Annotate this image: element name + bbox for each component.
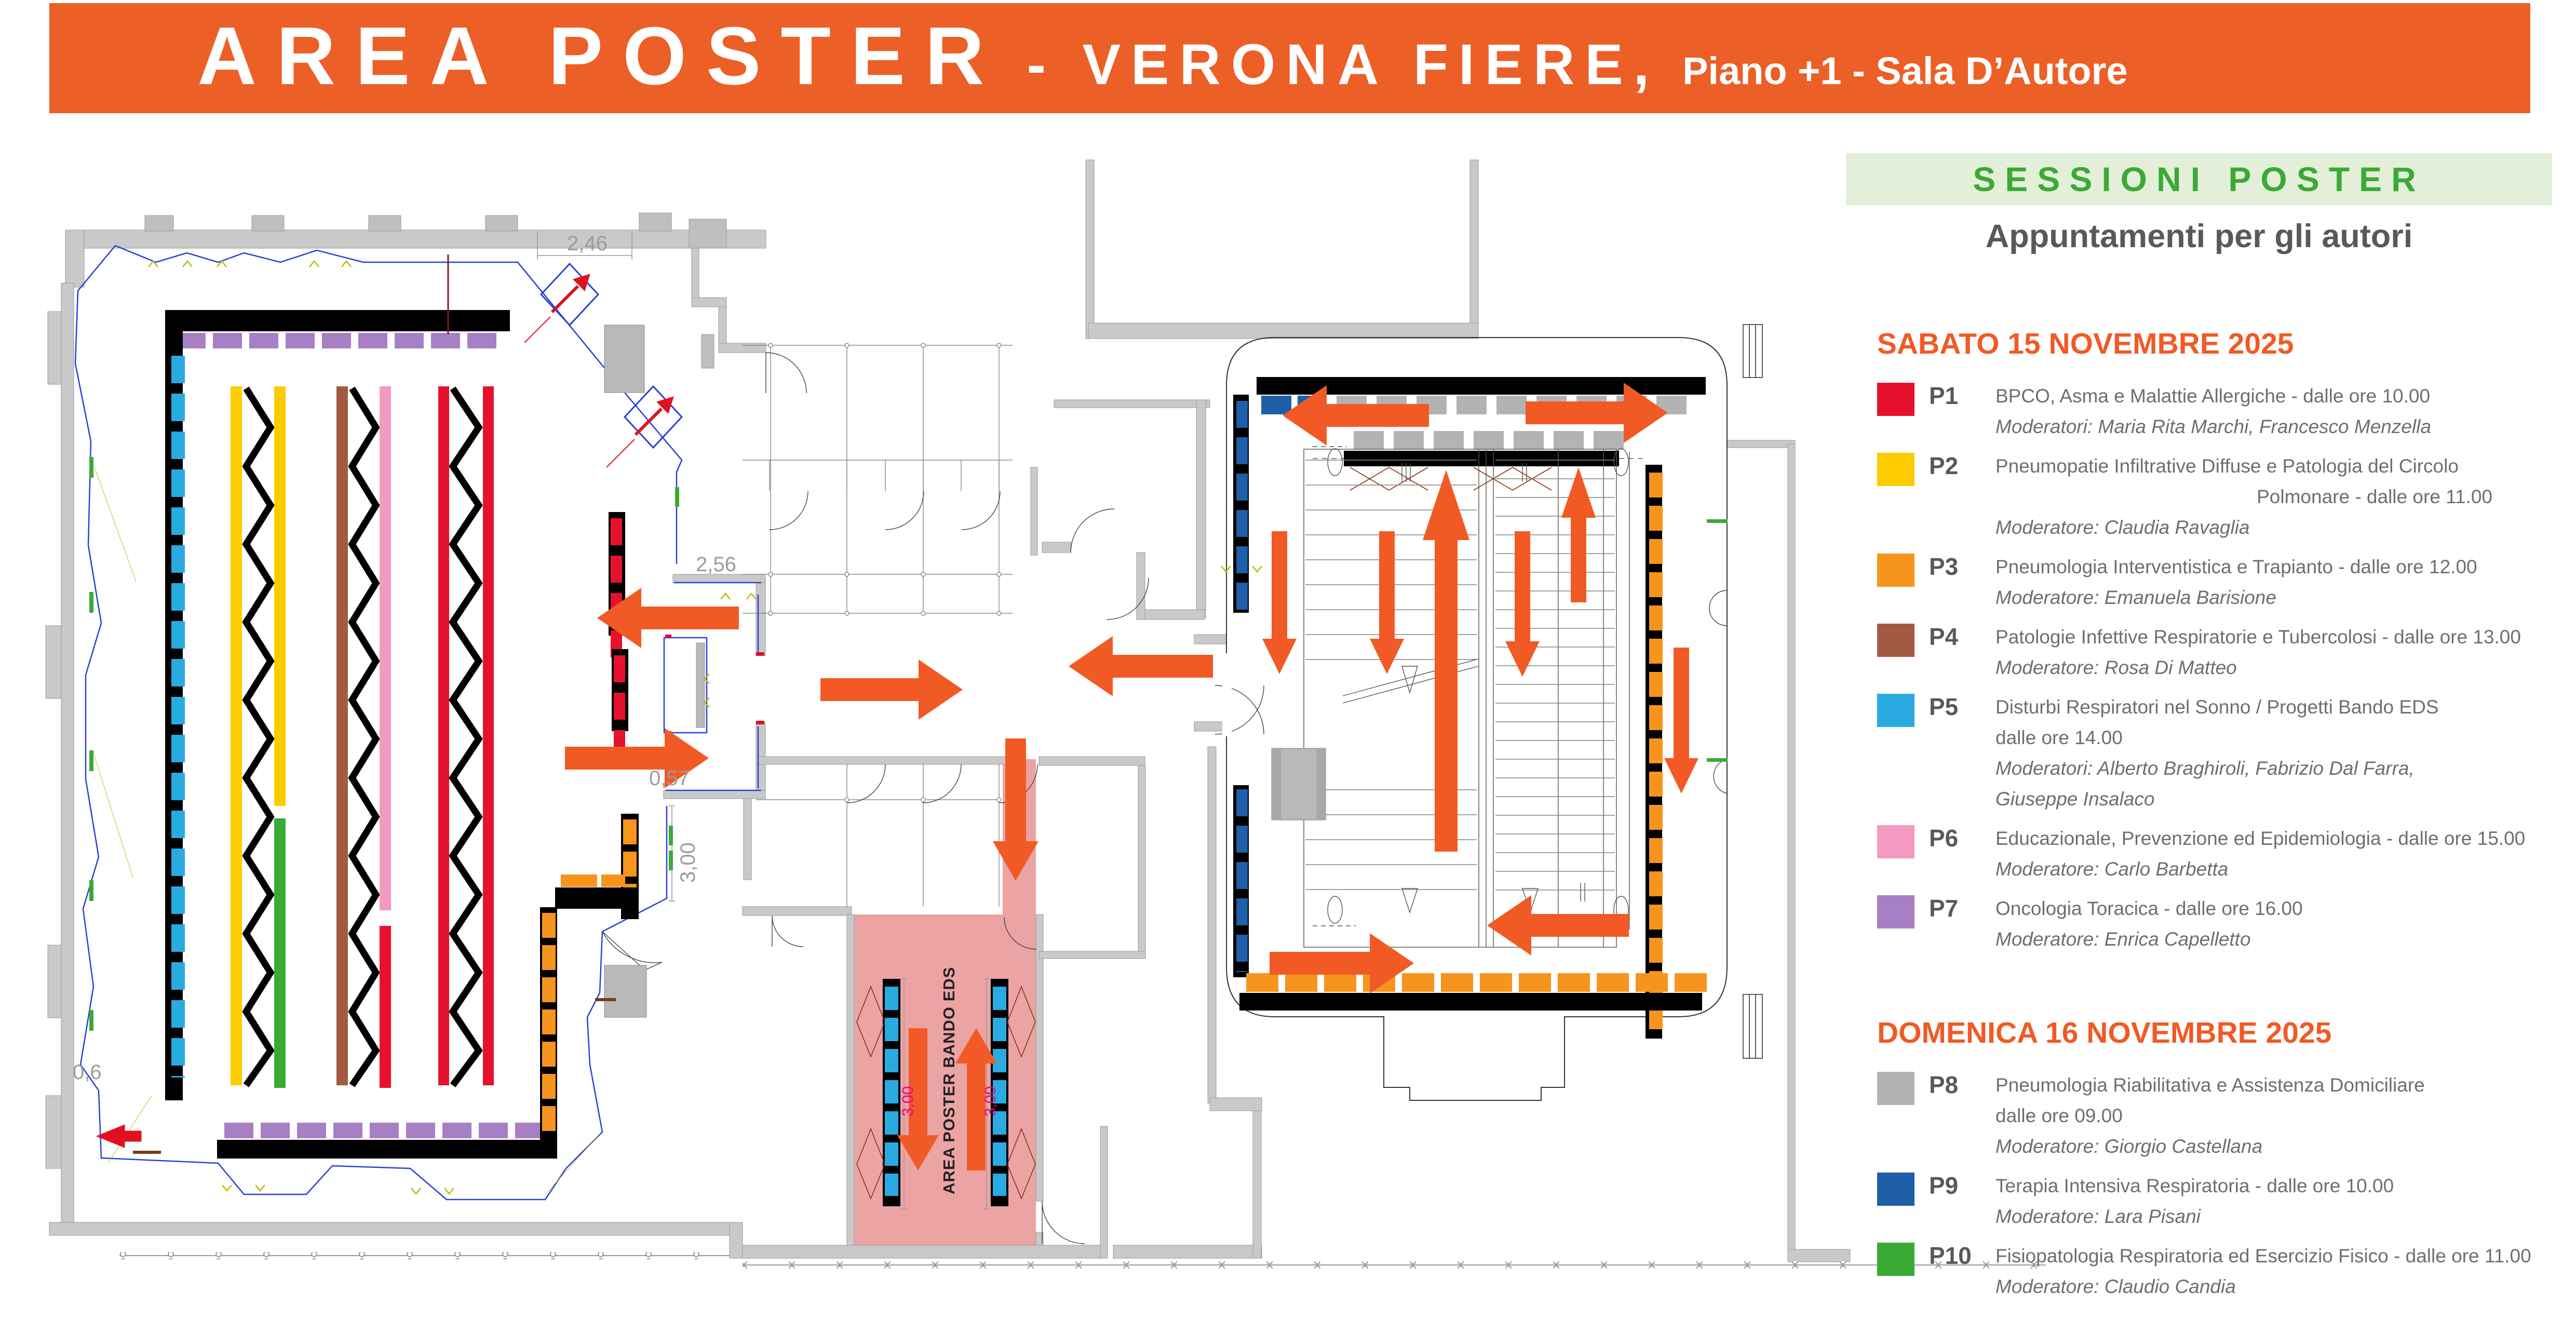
legend-title-band [1846, 153, 2552, 205]
legend-subtitle: Appuntamenti per gli autori [1985, 218, 2413, 254]
session-color-swatch [1877, 1243, 1914, 1276]
arrow-rh-down-1 [1262, 531, 1297, 674]
session-color-swatch [1877, 825, 1914, 858]
session-code: P10 [1929, 1242, 1972, 1269]
session-title-line: Pneumologia Riabilitativa e Assistenza Domiciliare [1995, 1074, 2425, 1096]
session-color-swatch [1877, 554, 1914, 587]
session-text [1995, 823, 2552, 884]
legend-item [1846, 622, 2552, 683]
arrow-corridor-east [820, 659, 963, 720]
columns [1743, 325, 1762, 1058]
session-code: P5 [1929, 693, 1959, 720]
session-text [1995, 1241, 2552, 1302]
legend-day-title: SABATO 15 NOVEMBRE 2025 [1877, 327, 2294, 360]
page-title: AREA POSTER [197, 10, 1004, 102]
dim-label-06: 0,6 [73, 1061, 102, 1084]
legend-item [1846, 692, 2552, 814]
session-title-line: Terapia Intensiva Respiratoria - dalle ore 10.00 [1995, 1175, 2394, 1196]
session-text [1995, 893, 2552, 954]
legend-item [1846, 381, 2552, 442]
session-title-line: Educazionale, Prevenzione ed Epidemiologia - dalle ore 15.00 [1995, 828, 2526, 849]
eds-area-label: AREA POSTER BANDO EDS [940, 966, 958, 1194]
arrow-corridor-west [1069, 636, 1213, 696]
dim-label-246: 2,46 [567, 232, 608, 255]
legend-title: SESSIONI POSTER [1973, 160, 2425, 198]
dim-label-057: 0,57 [649, 767, 690, 790]
session-title-line: dalle ore 09.00 [1995, 1105, 2123, 1126]
dim-label-300-eds-right: 3,00 [982, 1086, 999, 1116]
session-color-swatch [1877, 1173, 1914, 1206]
session-title-line: Patologie Infettive Respiratorie e Tubercolosi - dalle ore 13.00 [1995, 626, 2521, 648]
dim-label-256: 2,56 [696, 553, 736, 576]
session-text [1995, 1170, 2552, 1232]
right-hall [1222, 338, 1727, 1100]
session-moderator-line: Giuseppe Insalaco [1995, 788, 2155, 810]
session-moderator-line: Moderatore: Claudia Ravaglia [1995, 517, 2250, 538]
dim-label-300: 3,00 [677, 842, 699, 883]
session-moderator-line: Moderatore: Rosa Di Matteo [1995, 657, 2237, 678]
session-moderator-line: Moderatore: Lara Pisani [1995, 1206, 2201, 1227]
legend-panel [1846, 153, 2552, 1311]
session-moderator-line: Moderatore: Claudio Candia [1995, 1276, 2236, 1297]
session-code: P1 [1929, 382, 1959, 409]
session-title-line: BPCO, Asma e Malattie Allergiche - dalle ore 10.00 [1995, 385, 2431, 407]
arrow-rh-right-down [1664, 648, 1698, 793]
ceiling-grid [743, 343, 1013, 907]
legend-day-title: DOMENICA 16 NOVEMBRE 2025 [1877, 1016, 2332, 1049]
session-color-swatch [1877, 383, 1914, 416]
session-title-line: Pneumopatie Infiltrative Diffuse e Patologia del Circolo [1995, 455, 2459, 477]
session-text [1995, 551, 2552, 613]
session-text [1995, 381, 2552, 442]
session-code: P4 [1929, 623, 1959, 650]
session-title-line: Fisiopatologia Respiratoria ed Esercizio Fisico - dalle ore 11.00 [1995, 1245, 2531, 1267]
reception-desk [664, 638, 707, 733]
session-color-swatch [1877, 624, 1914, 657]
session-title-line: Disturbi Respiratori nel Sonno / Progetti Bando EDS [1995, 696, 2439, 718]
session-title-line: dalle ore 14.00 [1995, 727, 2123, 748]
session-moderator-line: Moderatori: Maria Rita Marchi, Francesco Menzella [1995, 416, 2431, 437]
session-moderator-line: Moderatore: Carlo Barbetta [1995, 858, 2229, 880]
session-color-swatch [1877, 694, 1914, 727]
session-color-swatch [1877, 453, 1914, 486]
session-text [1995, 451, 2552, 543]
session-color-swatch [1877, 895, 1914, 928]
legend-item [1846, 823, 2552, 884]
dim-label-300-eds-left: 3,00 [899, 1086, 916, 1116]
legend-item [1846, 1070, 2552, 1162]
page-title-venue: - VERONA FIERE, [1027, 33, 1660, 97]
session-code: P9 [1929, 1172, 1959, 1199]
session-title-line: Polmonare - dalle ore 11.00 [2257, 486, 2492, 507]
session-text [1995, 622, 2552, 683]
legend-item [1846, 1170, 2552, 1232]
legend-item [1846, 893, 2552, 954]
session-title-line: Oncologia Toracica - dalle ore 16.00 [1995, 898, 2303, 919]
legend-item [1846, 1241, 2552, 1302]
session-code: P6 [1929, 825, 1959, 852]
session-code: P8 [1929, 1071, 1959, 1098]
session-code: P7 [1929, 895, 1959, 922]
header-banner [49, 3, 2530, 113]
session-code: P2 [1929, 452, 1959, 479]
session-moderator-line: Moderatori: Alberto Braghiroli, Fabrizio Dal Farra, [1995, 758, 2415, 779]
legend-item [1846, 451, 2552, 543]
legend-item [1846, 551, 2552, 613]
session-text [1995, 1070, 2552, 1162]
session-color-swatch [1877, 1072, 1914, 1105]
session-moderator-line: Moderatore: Enrica Capelletto [1995, 928, 2251, 950]
session-code: P3 [1929, 553, 1959, 580]
session-moderator-line: Moderatore: Giorgio Castellana [1995, 1136, 2263, 1157]
session-title-line: Pneumologia Interventistica e Trapianto - dalle ore 12.00 [1995, 556, 2477, 577]
page-title-detail: Piano +1 - Sala D’Autore [1682, 49, 2128, 92]
left-hall-posters [165, 310, 639, 1159]
session-text [1995, 692, 2552, 814]
session-moderator-line: Moderatore: Emanuela Barisione [1995, 587, 2276, 608]
